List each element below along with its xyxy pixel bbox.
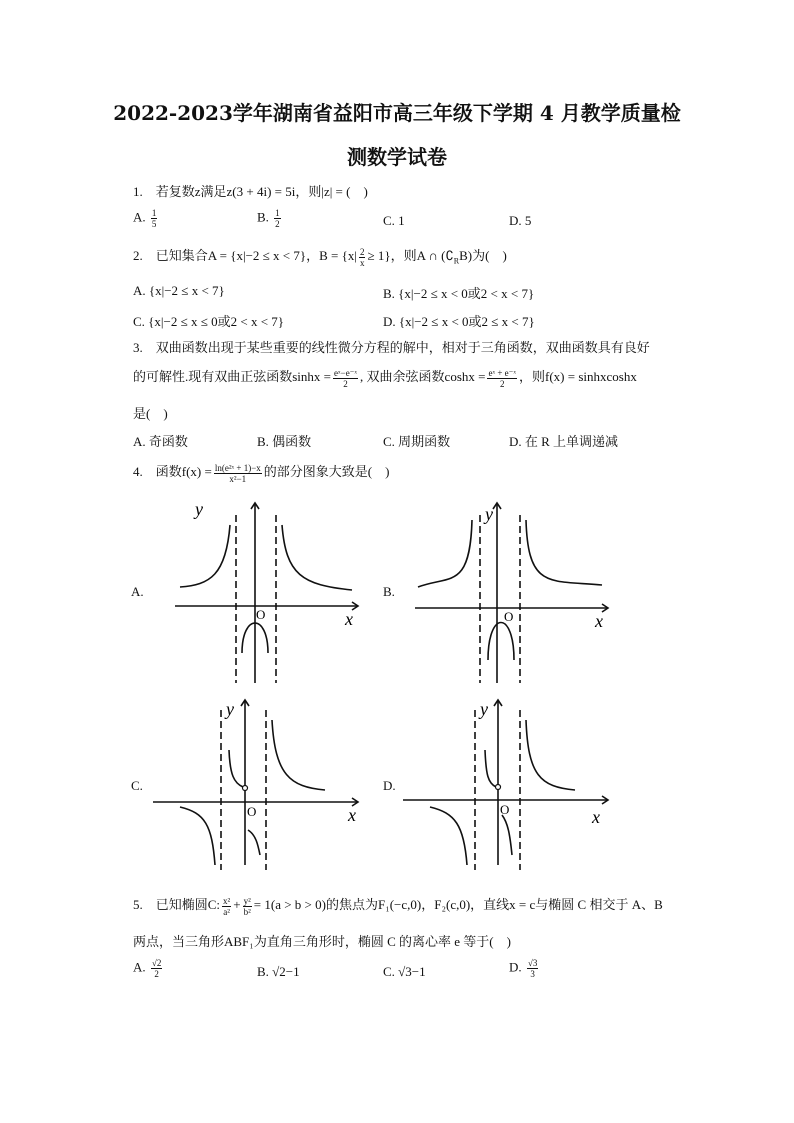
graph-c-y-label: y (226, 699, 234, 719)
graph-c-origin: O (247, 804, 257, 819)
graph-d (400, 695, 615, 875)
graph-d-origin: O (500, 802, 510, 817)
graph-a-origin: O (256, 607, 266, 622)
graph-a-x-label: x (345, 609, 353, 629)
graph-d-curve-left-bottom (430, 807, 467, 865)
q3-option-c: C. 周期函数 (383, 434, 451, 449)
q2-option-b: B. {x|−2 ≤ x < 0或2 < x < 7} (383, 286, 535, 301)
question-3-line2: 的可解性.现有双曲正弦函数sinhx = $\frac{\text{eˣ−e⁻ˣ}}{2}$ , 双曲余弦函数coshx = $\frac{\text{eˣ + e⁻ˣ}}{2}$ ，则f(x) = sinhxcoshx (133, 367, 637, 389)
graph-b-origin: O (504, 609, 514, 624)
question-3-line3: 是( ) (133, 406, 168, 421)
graph-b-x-label: x (595, 611, 603, 631)
q3-option-d: D. 在 R 上单调递减 (509, 434, 619, 449)
graph-a-curve-right (282, 525, 352, 590)
q5-option-c: C. √3−1 (383, 964, 426, 979)
q3-option-a: A. 奇函数 (133, 434, 188, 449)
graph-b (410, 495, 615, 685)
q3-option-b: B. 偶函数 (257, 434, 312, 449)
q2-option-c: C. {x|−2 ≤ x ≤ 0或2 < x < 7} (133, 314, 285, 329)
graph-b-label: B. (383, 584, 395, 599)
q2-option-a: A. {x|−2 ≤ x < 7} (133, 283, 225, 298)
graph-c-label: C. (131, 778, 143, 793)
graph-c-curve-middle-bottom (248, 830, 260, 855)
graph-b-curve-right (526, 520, 602, 585)
graph-c-hole (243, 786, 248, 791)
q5-option-b: B. √2−1 (257, 964, 300, 979)
graph-c-curve-left-bottom (180, 807, 215, 865)
graph-c (150, 695, 365, 875)
graph-a (170, 495, 365, 685)
graph-c-curve-middle-top (229, 750, 243, 787)
graph-d-label: D. (383, 778, 396, 793)
question-2-text: 2. 已知集合A = {x|−2 ≤ x < 7}，B = {x| $\frac{2}{x}$ ≥ 1}，则A ∩ $(∁_RB)$为( ) (133, 246, 507, 268)
graph-c-curve-right (272, 720, 325, 790)
q1-option-a: A. $\frac{1}{5}$ (133, 208, 157, 229)
document-title-line2: 测数学试卷 (347, 145, 447, 169)
graph-d-x-label: x (592, 807, 600, 827)
graph-d-curve-right (526, 720, 575, 790)
graph-b-curve-left (418, 520, 472, 587)
question-3-line1: 3. 双曲函数出现于某些重要的线性微分方程的解中，相对于三角函数，双曲函数具有良好 (133, 340, 650, 355)
document-title-line1: 2022-2023学年湖南省益阳市高三年级下学期 4 月教学质量检 (113, 101, 681, 125)
q1-option-c: C. 1 (383, 213, 405, 228)
graph-c-x-label: x (348, 805, 356, 825)
question-1-text: 1. 若复数z满足z(3 + 4i) = 5i，则|z| = ( ) (133, 184, 368, 199)
graph-d-curve-middle-top (485, 750, 496, 787)
q2-option-d: D. {x|−2 ≤ x < 0或2 ≤ x < 7} (383, 314, 535, 329)
graph-a-label: A. (131, 584, 144, 599)
graph-b-curve-middle (488, 623, 514, 661)
graph-d-hole (496, 785, 501, 790)
q5-option-a: A. $\frac{√2}{2}$ (133, 958, 162, 979)
q1-option-d: D. 5 (509, 213, 532, 228)
graph-b-y-label: y (485, 504, 493, 524)
graph-a-y-label: y (195, 499, 203, 519)
graph-d-y-label: y (480, 699, 488, 719)
question-4-text: 4. 函数f(x) = $\frac{\text{ln(e²ˣ + 1)−x}}{\text{x²−1}}$ 的部分图象大致是( ) (133, 462, 390, 484)
q1-option-b: B. $\frac{1}{2}$ (257, 208, 280, 229)
q5-option-d: D. $\frac{√3}{3}$ (509, 958, 538, 979)
question-5-text: 5. 已知椭圆C: $\frac{\text{x²}}{\text{a²}}$ + $\frac{\text{y²}}{\text{b²}}$ = 1(a > b > 0)的焦点为F₁(−c,0)，F₂(c,0)，直线x = c与椭圆 C 相交于 A、B (133, 895, 663, 917)
graph-d-curve-middle-bottom (502, 815, 512, 855)
graph-a-curve-left (180, 525, 230, 587)
question-5-line2: 两点，当三角形ABF₁为直角三角形时，椭圆 C 的离心率 e 等于( ) (133, 934, 511, 949)
